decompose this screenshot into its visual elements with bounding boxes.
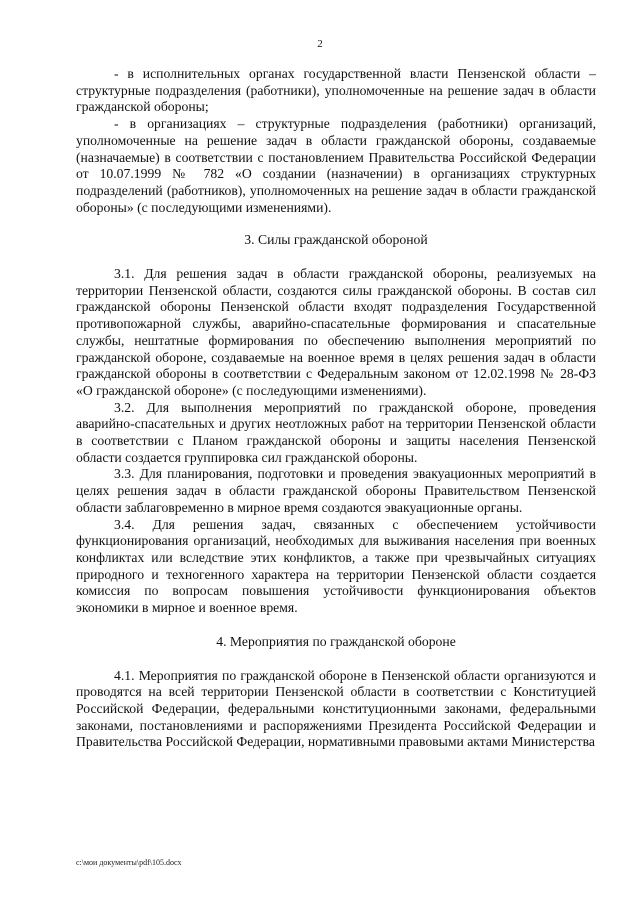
- footer-file-path: c:\мои документы\pdf\105.docx: [76, 858, 182, 867]
- bullet-paragraph: - в организациях – структурные подразделения (работники) организаций, уполномоченные на решение задач в области гражданской обороны, создаваемые (назначаемые) в соответствии с постановлением Правительства Российской Федерации от 10.07.1999 № 782 «О создании (назначении) в организациях структурных подразделений (работников), уполномоченных на решение задач в области гражданской обороны» (с последующими изменениями).: [76, 116, 596, 215]
- section-4-paragraph: 4.1. Мероприятия по гражданской обороне в Пензенской области организуются и проводятся на всей территории Пензенской области в соответствии с Конституцией Российской Федерации, федеральными конституционными законами, федеральными законами, постановлениями и распоряжениями Президента Российской Федерации и Правительства Российской Федерации, нормативными правовыми актами Министерства: [76, 667, 596, 750]
- section-3-paragraph: 3.4. Для решения задач, связанных с обеспечением устойчивости функционирования организаций, необходимых для выживания населения при военных конфликтах или вследствие этих конфликтов, а также при чрезвычайных ситуациях природного и техногенного характера на территории Пензенской области создается комиссия по вопросам повышения устойчивости функционирования объектов экономики в мирное и военное время.: [76, 516, 596, 616]
- section-3-paragraph: 3.1. Для решения задач в области гражданской обороны, реализуемых на территории Пензенской области, создаются силы гражданской обороны. В состав сил гражданской обороны Пензенской области входят подразделения Государственной противопожарной службы, аварийно-спасательные формирования и спасательные службы, нештатные формирования по обеспечению выполнения мероприятий по гражданской обороне, создаваемые на военное время в целях решения задач в области гражданской обороны в соответствии с Федеральным законом от 12.02.1998 № 28-ФЗ «О гражданской обороне» (с последующими изменениями).: [76, 266, 596, 398]
- bullet-paragraph: - в исполнительных органах государственной власти Пензенской области – структурные подразделения (работники), уполномоченные на решение задач в области гражданской обороны;: [76, 66, 596, 115]
- section-4-heading: 4. Мероприятия по гражданской обороне: [216, 633, 456, 649]
- section-3-paragraph: 3.2. Для выполнения мероприятий по гражданской обороне, проведения аварийно-спасательных и других неотложных работ на территории Пензенской области в соответствии с Планом гражданской обороны и защиты населения Пензенской области создается группировка сил гражданской обороны.: [76, 399, 596, 465]
- section-3-heading: 3. Силы гражданской обороной: [244, 232, 428, 248]
- page-number: 2: [317, 38, 323, 50]
- section-3-paragraph: 3.3. Для планирования, подготовки и проведения эвакуационных мероприятий в целях решения задач в области гражданской обороны Правительством Пензенской области заблаговременно в мирное время создаются эвакуационные органы.: [76, 466, 596, 515]
- document-body: [76, 66, 596, 751]
